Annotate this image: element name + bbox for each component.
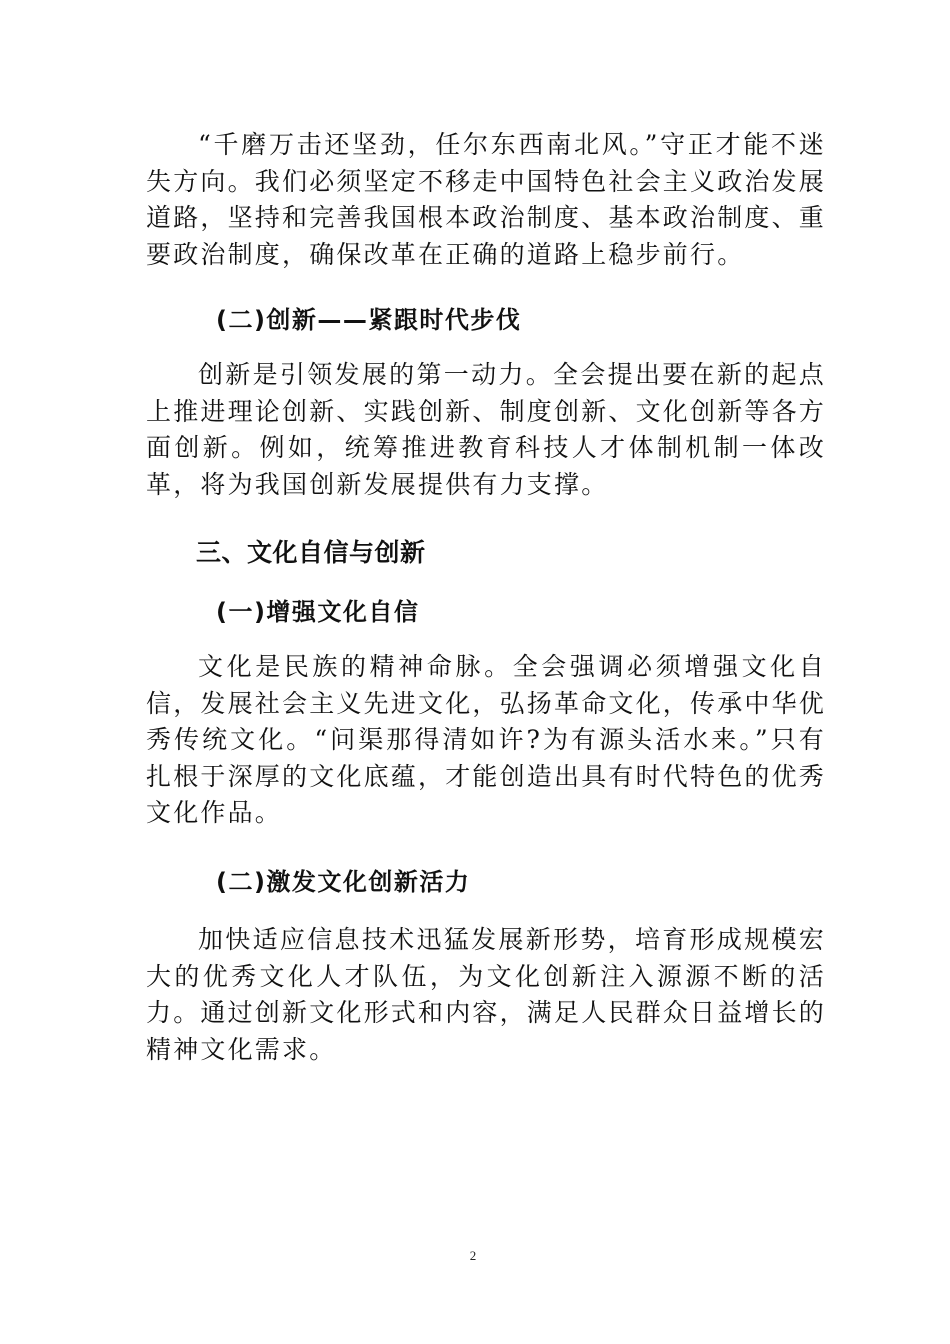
subheading-innovation-pace: (二)创新——紧跟时代步伐 <box>216 306 522 334</box>
paragraph-cultural-confidence: 文化是民族的精神命脉。全会强调必须增强文化自信，发展社会主义先进文化，弘扬革命文化，传承中华优秀传统文化。“问渠那得清如许?为有源头活水来。”只有扎根于深厚的文化底蕴，才能创造出具有时代特色的优秀文化作品。 <box>146 652 827 827</box>
paragraph-shouzheng: “千磨万击还坚劲，任尔东西南北风。”守正才能不迷失方向。我们必须坚定不移走中国特色社会主义政治发展道路，坚持和完善我国根本政治制度、基本政治制度、重要政治制度，确保改革在正确的道路上稳步前行。 <box>146 130 827 269</box>
subheading-cultural-vitality: (二)激发文化创新活力 <box>216 868 471 896</box>
subheading-cultural-confidence: (一)增强文化自信 <box>216 598 420 626</box>
section-heading-culture: 三、文化自信与创新 <box>196 538 426 567</box>
page-number: 2 <box>469 1248 477 1263</box>
paragraph-cultural-vitality: 加快适应信息技术迅猛发展新形势，培育形成规模宏大的优秀文化人才队伍，为文化创新注入源源不断的活力。通过创新文化形式和内容，满足人民群众日益增长的精神文化需求。 <box>146 925 827 1064</box>
paragraph-innovation: 创新是引领发展的第一动力。全会提出要在新的起点上推进理论创新、实践创新、制度创新、文化创新等各方面创新。例如，统筹推进教育科技人才体制机制一体改革，将为我国创新发展提供有力支撑。 <box>146 360 827 499</box>
